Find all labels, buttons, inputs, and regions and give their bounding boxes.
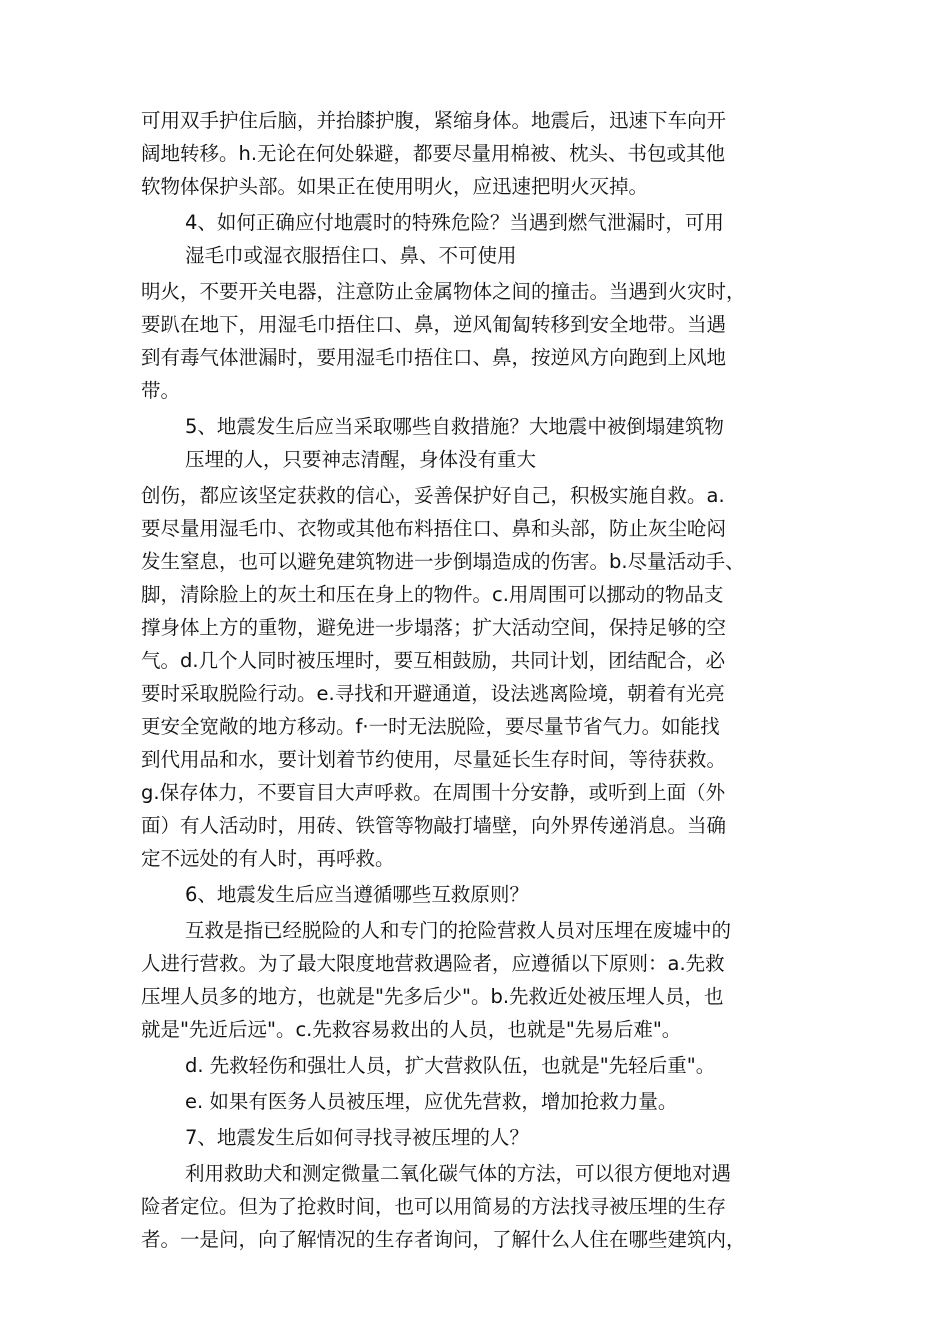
text-line: 6、地震发生后应当遵循哪些互救原则？ bbox=[185, 883, 529, 906]
text-line: 湿毛巾或湿衣服捂住口、鼻、不可使用 bbox=[185, 244, 517, 267]
text-line: 要趴在地下，用湿毛巾捂住口、鼻，逆风匍匐转移到安全地带。当遇 bbox=[141, 313, 727, 336]
text-line: 定不远处的有人时，再呼救。 bbox=[141, 847, 395, 870]
text-line: 到有毒气体泄漏时，要用湿毛巾捂住口、鼻，按逆风方向跑到上风地 bbox=[141, 346, 727, 369]
text-line: 4、如何正确应付地震时的特殊危险？当遇到燃气泄漏时，可用 bbox=[185, 211, 724, 234]
text-line: 软物体保护头部。如果正在使用明火，应迅速把明火灭掉。 bbox=[141, 175, 649, 198]
text-line: 7、地震发生后如何寻找寻被压埋的人？ bbox=[185, 1126, 529, 1149]
text-line: 撑身体上方的重物，避免进一步塌落；扩大活动空间，保持足够的空 bbox=[141, 616, 727, 639]
text-line: 面）有人活动时，用砖、铁管等物敲打墙壁，向外界传递消息。当确 bbox=[141, 814, 727, 837]
text-line: 更安全宽敞的地方移动。f·一时无法脱险，要尽量节省气力。如能找 bbox=[141, 715, 720, 738]
text-line: 阔地转移。h.无论在何处躲避，都要尽量用棉被、枕头、书包或其他 bbox=[141, 142, 726, 165]
text-line: 利用救助犬和测定微量二氧化碳气体的方法，可以很方便地对遇 bbox=[185, 1162, 732, 1185]
text-line: 带。 bbox=[141, 379, 181, 402]
document-body bbox=[141, 104, 841, 1256]
text-line: e. 如果有医务人员被压埋，应优先营救，增加抢救力量。 bbox=[185, 1090, 678, 1113]
text-line: g.保存体力，不要盲目大声呼救。在周围十分安静，或听到上面（外 bbox=[141, 781, 726, 804]
text-line: 压埋的人，只要神志清醒，身体没有重大 bbox=[185, 448, 537, 471]
text-line: 明火，不要开关电器，注意防止金属物体之间的撞击。当遇到火灾时， bbox=[141, 280, 746, 303]
text-line: 到代用品和水，要计划着节约使用，尽量延长生存时间，等待获救。 bbox=[141, 748, 727, 771]
text-line: 发生窒息，也可以避免建筑物进一步倒塌造成的伤害。b.尽量活动手、 bbox=[141, 550, 745, 573]
text-line: 人进行营救。为了最大限度地营救遇险者，应遵循以下原则：a.先救 bbox=[141, 952, 725, 975]
text-line: 要时采取脱险行动。e.寻找和开避通道，设法逃离险境，朝着有光亮 bbox=[141, 682, 725, 705]
text-line: 者。一是问，向了解情况的生存者询问，了解什么人住在哪些建筑内， bbox=[141, 1228, 746, 1251]
text-line: 5、地震发生后应当采取哪些自救措施？大地震中被倒塌建筑物 bbox=[185, 415, 724, 438]
text-line: 压埋人员多的地方，也就是"先多后少"。b.先救近处被压埋人员，也 bbox=[141, 985, 724, 1008]
text-line: 互救是指已经脱险的人和专门的抢险营救人员对压埋在废墟中的 bbox=[185, 919, 732, 942]
text-line: 气。d.几个人同时被压埋时，要互相鼓励，共同计划，团结配合，必 bbox=[141, 649, 726, 672]
text-line: 可用双手护住后脑，并抬膝护腹，紧缩身体。地震后，迅速下车向开 bbox=[141, 109, 727, 132]
text-line: 险者定位。但为了抢救时间，也可以用简易的方法找寻被压埋的生存 bbox=[141, 1195, 727, 1218]
text-line: 脚，清除脸上的灰土和压在身上的物件。c.用周围可以挪动的物品支 bbox=[141, 583, 724, 606]
text-line: d. 先救轻伤和强壮人员，扩大营救队伍，也就是"先轻后重"。 bbox=[185, 1054, 716, 1077]
text-line: 就是"先近后远"。c.先救容易救出的人员，也就是"先易后难"。 bbox=[141, 1018, 682, 1041]
text-line: 创伤，都应该坚定获救的信心，妥善保护好自己，积极实施自救。a. bbox=[141, 484, 725, 507]
text-line: 要尽量用湿毛巾、衣物或其他布料捂住口、鼻和头部，防止灰尘呛闷 bbox=[141, 517, 727, 540]
